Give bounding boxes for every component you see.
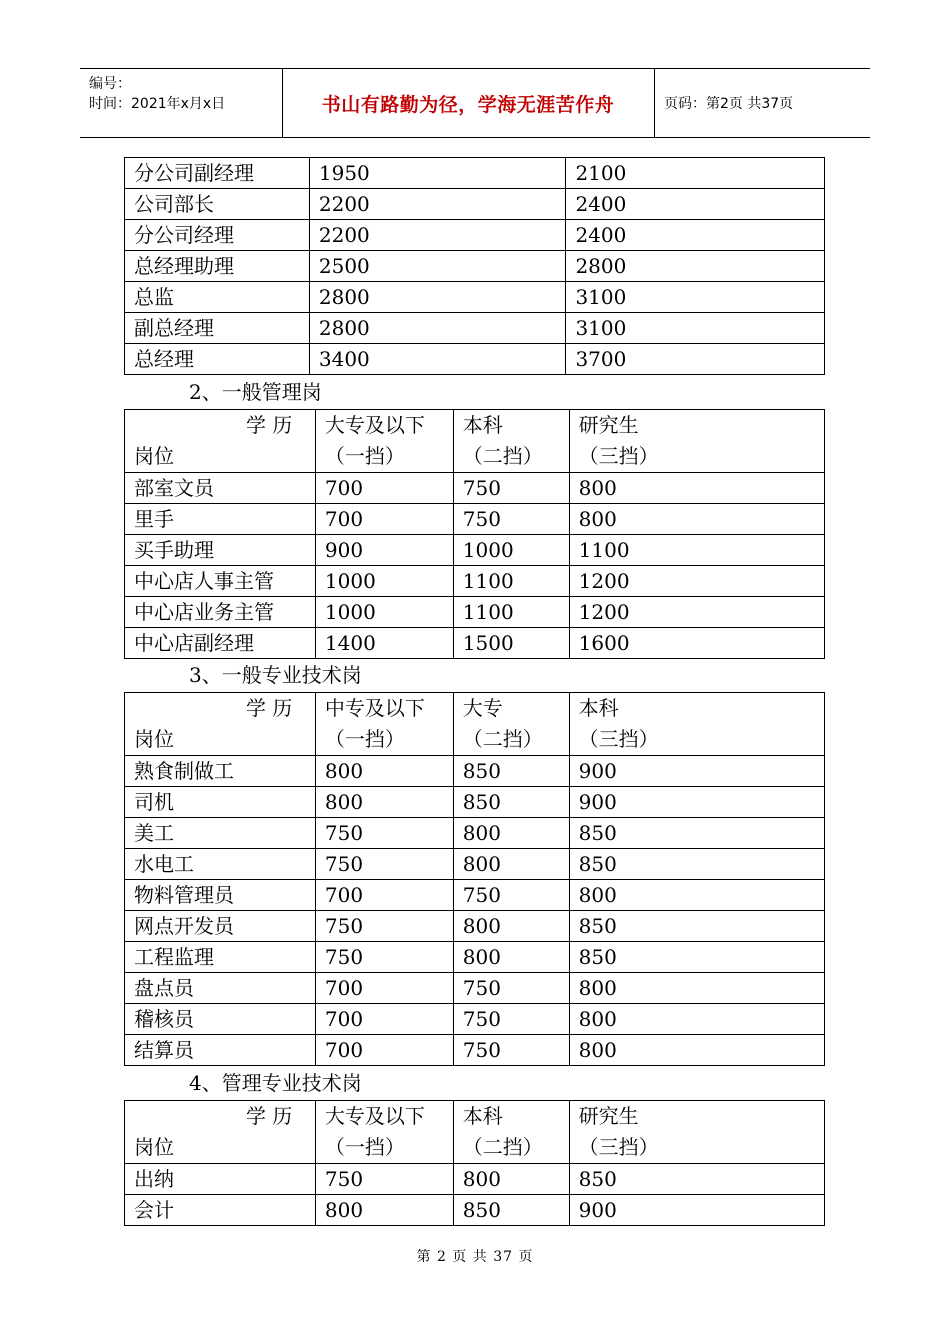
salary-cell: 800 bbox=[453, 818, 569, 849]
salary-cell: 700 bbox=[315, 473, 453, 504]
senior-salary-table bbox=[124, 157, 825, 375]
position-cell: 会计 bbox=[125, 1195, 316, 1226]
salary-cell: 700 bbox=[315, 973, 453, 1004]
table-row bbox=[125, 1164, 825, 1195]
education-header-label: 学 历 bbox=[246, 413, 293, 437]
salary-cell: 3400 bbox=[309, 344, 566, 375]
grade-education-label: 大专及以下 bbox=[324, 1104, 425, 1128]
salary-cell: 1200 bbox=[569, 566, 824, 597]
grade-tier-label: （二挡） bbox=[462, 1135, 543, 1159]
general-technical-rows bbox=[125, 693, 825, 1066]
header-corner-cell bbox=[125, 1101, 316, 1164]
table-row bbox=[125, 849, 825, 880]
table-row bbox=[125, 251, 825, 282]
salary-cell: 750 bbox=[453, 473, 569, 504]
position-cell: 网点开发员 bbox=[125, 911, 316, 942]
salary-cell: 900 bbox=[569, 787, 824, 818]
grade-header-cell bbox=[453, 1101, 569, 1164]
position-cell: 司机 bbox=[125, 787, 316, 818]
salary-cell: 850 bbox=[453, 1195, 569, 1226]
grade-tier-label: （二挡） bbox=[462, 444, 543, 468]
salary-cell: 2400 bbox=[566, 189, 825, 220]
position-cell: 分公司经理 bbox=[125, 220, 310, 251]
grade-education-label: 大专及以下 bbox=[324, 413, 425, 437]
position-cell: 总监 bbox=[125, 282, 310, 313]
position-cell: 稽核员 bbox=[125, 1004, 316, 1035]
salary-cell: 700 bbox=[315, 1035, 453, 1066]
document-date: 时间：2021年x月x日 bbox=[89, 96, 226, 112]
grade-header-cell bbox=[569, 410, 824, 473]
section-title-general-management: 2、一般管理岗 bbox=[189, 380, 322, 404]
grade-tier-label: （三挡） bbox=[578, 1135, 659, 1159]
salary-cell: 800 bbox=[453, 849, 569, 880]
salary-cell: 3700 bbox=[566, 344, 825, 375]
page-footer: 第 2 页 共 37 页 bbox=[416, 1249, 534, 1265]
grade-education-label: 本科 bbox=[462, 413, 503, 437]
salary-cell: 900 bbox=[569, 1195, 824, 1226]
salary-cell: 1200 bbox=[569, 597, 824, 628]
salary-cell: 850 bbox=[569, 942, 824, 973]
salary-cell: 800 bbox=[569, 504, 824, 535]
salary-cell: 700 bbox=[315, 504, 453, 535]
education-header-label: 学 历 bbox=[246, 696, 293, 720]
position-cell: 总经理助理 bbox=[125, 251, 310, 282]
table-row bbox=[125, 973, 825, 1004]
position-cell: 工程监理 bbox=[125, 942, 316, 973]
table-row bbox=[125, 1195, 825, 1226]
grade-education-label: 本科 bbox=[578, 696, 619, 720]
salary-cell: 750 bbox=[453, 973, 569, 1004]
salary-cell: 1100 bbox=[453, 597, 569, 628]
salary-cell: 2800 bbox=[566, 251, 825, 282]
salary-cell: 1500 bbox=[453, 628, 569, 659]
position-cell: 结算员 bbox=[125, 1035, 316, 1066]
section-title-management-technical: 4、管理专业技术岗 bbox=[189, 1071, 362, 1095]
header-meta bbox=[80, 69, 283, 137]
salary-cell: 700 bbox=[315, 880, 453, 911]
salary-cell: 2200 bbox=[309, 220, 566, 251]
salary-cell: 1000 bbox=[315, 597, 453, 628]
salary-cell: 750 bbox=[453, 1004, 569, 1035]
management-technical-rows bbox=[125, 1101, 825, 1226]
table-row bbox=[125, 942, 825, 973]
header-page-info: 页码：第2页 共37页 bbox=[664, 96, 794, 112]
header-corner-cell bbox=[125, 410, 316, 473]
position-header-label: 岗位 bbox=[134, 727, 174, 751]
grade-education-label: 中专及以下 bbox=[324, 696, 425, 720]
position-cell: 部室文员 bbox=[125, 473, 316, 504]
general-technical-table bbox=[124, 692, 825, 1066]
table-row bbox=[125, 344, 825, 375]
position-cell: 总经理 bbox=[125, 344, 310, 375]
grade-education-label: 研究生 bbox=[578, 1104, 639, 1128]
salary-cell: 850 bbox=[453, 756, 569, 787]
table-row bbox=[125, 313, 825, 344]
salary-cell: 800 bbox=[453, 1164, 569, 1195]
salary-cell: 850 bbox=[569, 818, 824, 849]
table-row bbox=[125, 1004, 825, 1035]
salary-cell: 750 bbox=[453, 880, 569, 911]
position-cell: 分公司副经理 bbox=[125, 158, 310, 189]
salary-cell: 2400 bbox=[566, 220, 825, 251]
grade-header-cell bbox=[315, 410, 453, 473]
position-header-label: 岗位 bbox=[134, 1135, 174, 1159]
table-row bbox=[125, 628, 825, 659]
grade-education-label: 大专 bbox=[462, 696, 503, 720]
salary-cell: 800 bbox=[315, 756, 453, 787]
header-corner-cell bbox=[125, 693, 316, 756]
table-row bbox=[125, 756, 825, 787]
salary-cell: 800 bbox=[569, 880, 824, 911]
salary-cell: 2500 bbox=[309, 251, 566, 282]
salary-cell: 800 bbox=[315, 787, 453, 818]
salary-cell: 900 bbox=[315, 535, 453, 566]
grade-tier-label: （一挡） bbox=[324, 727, 405, 751]
table-row bbox=[125, 535, 825, 566]
salary-cell: 1950 bbox=[309, 158, 566, 189]
salary-cell: 850 bbox=[453, 787, 569, 818]
position-cell: 出纳 bbox=[125, 1164, 316, 1195]
salary-cell: 900 bbox=[569, 756, 824, 787]
salary-cell: 750 bbox=[315, 818, 453, 849]
table-row bbox=[125, 880, 825, 911]
salary-cell: 700 bbox=[315, 1004, 453, 1035]
position-cell: 盘点员 bbox=[125, 973, 316, 1004]
grade-header-cell bbox=[315, 693, 453, 756]
page-header bbox=[80, 68, 870, 138]
grade-education-label: 本科 bbox=[462, 1104, 503, 1128]
header-row bbox=[125, 693, 825, 756]
salary-cell: 2800 bbox=[309, 313, 566, 344]
senior-salary-rows bbox=[125, 158, 825, 375]
grade-header-cell bbox=[315, 1101, 453, 1164]
position-cell: 美工 bbox=[125, 818, 316, 849]
salary-cell: 3100 bbox=[566, 282, 825, 313]
general-management-rows bbox=[125, 410, 825, 659]
table-row bbox=[125, 282, 825, 313]
position-cell: 公司部长 bbox=[125, 189, 310, 220]
salary-cell: 800 bbox=[569, 1004, 824, 1035]
table-row bbox=[125, 566, 825, 597]
table-row bbox=[125, 473, 825, 504]
table-row bbox=[125, 158, 825, 189]
position-cell: 买手助理 bbox=[125, 535, 316, 566]
table-row bbox=[125, 911, 825, 942]
table-row bbox=[125, 787, 825, 818]
salary-cell: 750 bbox=[315, 849, 453, 880]
section-title-general-technical: 3、一般专业技术岗 bbox=[189, 663, 362, 687]
grade-header-cell bbox=[569, 693, 824, 756]
grade-tier-label: （一挡） bbox=[324, 1135, 405, 1159]
salary-cell: 2200 bbox=[309, 189, 566, 220]
salary-cell: 1600 bbox=[569, 628, 824, 659]
position-header-label: 岗位 bbox=[134, 444, 174, 468]
salary-cell: 750 bbox=[315, 911, 453, 942]
grade-header-cell bbox=[453, 693, 569, 756]
salary-cell: 850 bbox=[569, 911, 824, 942]
general-management-table bbox=[124, 409, 825, 659]
grade-tier-label: （三挡） bbox=[578, 727, 659, 751]
table-row bbox=[125, 189, 825, 220]
table-row bbox=[125, 504, 825, 535]
salary-cell: 1400 bbox=[315, 628, 453, 659]
position-cell: 中心店业务主管 bbox=[125, 597, 316, 628]
header-slogan: 书山有路勤为径，学海无涯苦作舟 bbox=[282, 69, 655, 137]
table-row bbox=[125, 1035, 825, 1066]
table-row bbox=[125, 818, 825, 849]
salary-cell: 800 bbox=[315, 1195, 453, 1226]
salary-cell: 800 bbox=[569, 1035, 824, 1066]
salary-cell: 2100 bbox=[566, 158, 825, 189]
position-cell: 里手 bbox=[125, 504, 316, 535]
salary-cell: 750 bbox=[315, 1164, 453, 1195]
position-cell: 中心店人事主管 bbox=[125, 566, 316, 597]
position-cell: 副总经理 bbox=[125, 313, 310, 344]
header-row bbox=[125, 1101, 825, 1164]
table-row bbox=[125, 597, 825, 628]
salary-cell: 1100 bbox=[569, 535, 824, 566]
position-cell: 水电工 bbox=[125, 849, 316, 880]
salary-cell: 800 bbox=[453, 911, 569, 942]
grade-header-cell bbox=[453, 410, 569, 473]
grade-tier-label: （一挡） bbox=[324, 444, 405, 468]
header-row bbox=[125, 410, 825, 473]
document-number-label: 编号： bbox=[89, 76, 131, 92]
salary-cell: 750 bbox=[453, 504, 569, 535]
salary-cell: 750 bbox=[453, 1035, 569, 1066]
grade-header-cell bbox=[569, 1101, 824, 1164]
position-cell: 中心店副经理 bbox=[125, 628, 316, 659]
grade-tier-label: （三挡） bbox=[578, 444, 659, 468]
salary-cell: 750 bbox=[315, 942, 453, 973]
salary-cell: 1000 bbox=[315, 566, 453, 597]
salary-cell: 800 bbox=[453, 942, 569, 973]
grade-tier-label: （二挡） bbox=[462, 727, 543, 751]
salary-cell: 1100 bbox=[453, 566, 569, 597]
salary-cell: 2800 bbox=[309, 282, 566, 313]
table-row bbox=[125, 220, 825, 251]
management-technical-table bbox=[124, 1100, 825, 1226]
position-cell: 熟食制做工 bbox=[125, 756, 316, 787]
salary-cell: 1000 bbox=[453, 535, 569, 566]
salary-cell: 850 bbox=[569, 849, 824, 880]
grade-education-label: 研究生 bbox=[578, 413, 639, 437]
salary-cell: 3100 bbox=[566, 313, 825, 344]
salary-cell: 800 bbox=[569, 473, 824, 504]
salary-cell: 850 bbox=[569, 1164, 824, 1195]
salary-cell: 800 bbox=[569, 973, 824, 1004]
position-cell: 物料管理员 bbox=[125, 880, 316, 911]
education-header-label: 学 历 bbox=[246, 1104, 293, 1128]
